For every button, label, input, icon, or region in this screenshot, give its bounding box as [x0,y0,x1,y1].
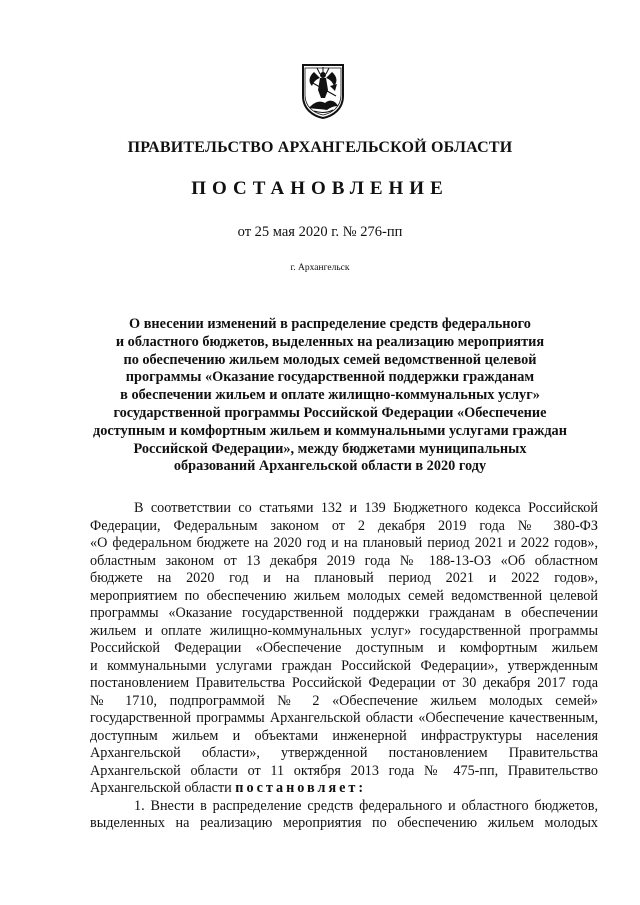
body-line: постановлением Правительства Российской Федерации от 30 декабря 2017 года [90,675,598,691]
body-line: № 1710, подпрограммой № 2 «Обеспечение жильем молодых семей» [90,692,598,709]
body-line: Российской Федерации «Обеспечение доступным и комфортным жильем [90,640,598,656]
government-title: ПРАВИТЕЛЬСТВО АРХАНГЕЛЬСКОЙ ОБЛАСТИ [127,139,513,156]
document-subject [80,316,580,476]
subject-line: Российской Федерации», между бюджетами муниципальных [133,440,527,457]
decree-word: постановляет: [235,780,367,796]
item-1-line: 1. Внести в распределение средств федерального и областного бюджетов, [134,797,598,814]
body-line: доступным жильем и объектами инженерной инфраструктуры населения [90,727,598,744]
document-city: г. Архангельск [290,263,350,273]
subject-line: О внесении изменений в распределение средств федерального [129,316,531,332]
body-line: государственной программы Архангельской области «Обеспечение качественным, [90,710,598,726]
subject-line: в обеспечении жильем и оплате жилищно-коммунальных услуг» [120,387,540,404]
body-line: Архангельской области от 11 октября 2013 года № 475-пп, Правительство [90,762,598,779]
body-line: мероприятием по обеспечению жильем молодых семей ведомственной целевой [90,587,598,604]
subject-line: образований Архангельской области в 2020 году [173,458,487,475]
coat-of-arms-icon [300,62,346,120]
body-line: В соответствии со статьями 132 и 139 Бюджетного кодекса Российской [134,500,598,516]
body-line: «О федеральном бюджете на 2020 год и на плановый период 2021 и 2022 годов», [90,535,598,551]
body-line: программы «Оказание государственной поддержки гражданам в обеспечении [90,605,598,621]
subject-line: доступным и комфортным жильем и коммунальными услугами граждан [93,422,567,439]
decree-prefix: Архангельской области [90,780,236,796]
document-type-title: ПОСТАНОВЛЕНИЕ [191,178,449,199]
body-line: областным законом от 13 декабря 2019 года № 188-13-ОЗ «Об областном [90,552,598,569]
body-line: и коммунальными услугами граждан Российской Федерации», утвержденным [90,657,598,674]
subject-line: и областного бюджетов, выделенных на реализацию мероприятия [115,333,545,350]
item-1-line: выделенных на реализацию мероприятия по обеспечению жильем молодых [90,815,598,831]
subject-line: программы «Оказание государственной поддержки гражданам [125,369,535,386]
body-line: Федерации, Федеральным законом от 2 декабря 2019 года № 380-ФЗ [90,517,598,534]
body-line: Архангельской области», утвержденной постановлением Правительства [90,745,598,761]
subject-line: государственной программы Российской Федерации «Обеспечение [113,404,547,421]
document-body [90,500,598,833]
decree-line [90,780,598,798]
body-line: бюджете на 2020 год и на плановый период 2021 и 2022 годов», [90,570,598,586]
body-line: жильем и оплате жилищно-коммунальных услуг» государственной программы [90,622,598,639]
document-date-number: от 25 мая 2020 г. № 276-пп [237,224,403,240]
subject-line: по обеспечению жильем молодых семей ведомственной целевой [123,351,537,368]
